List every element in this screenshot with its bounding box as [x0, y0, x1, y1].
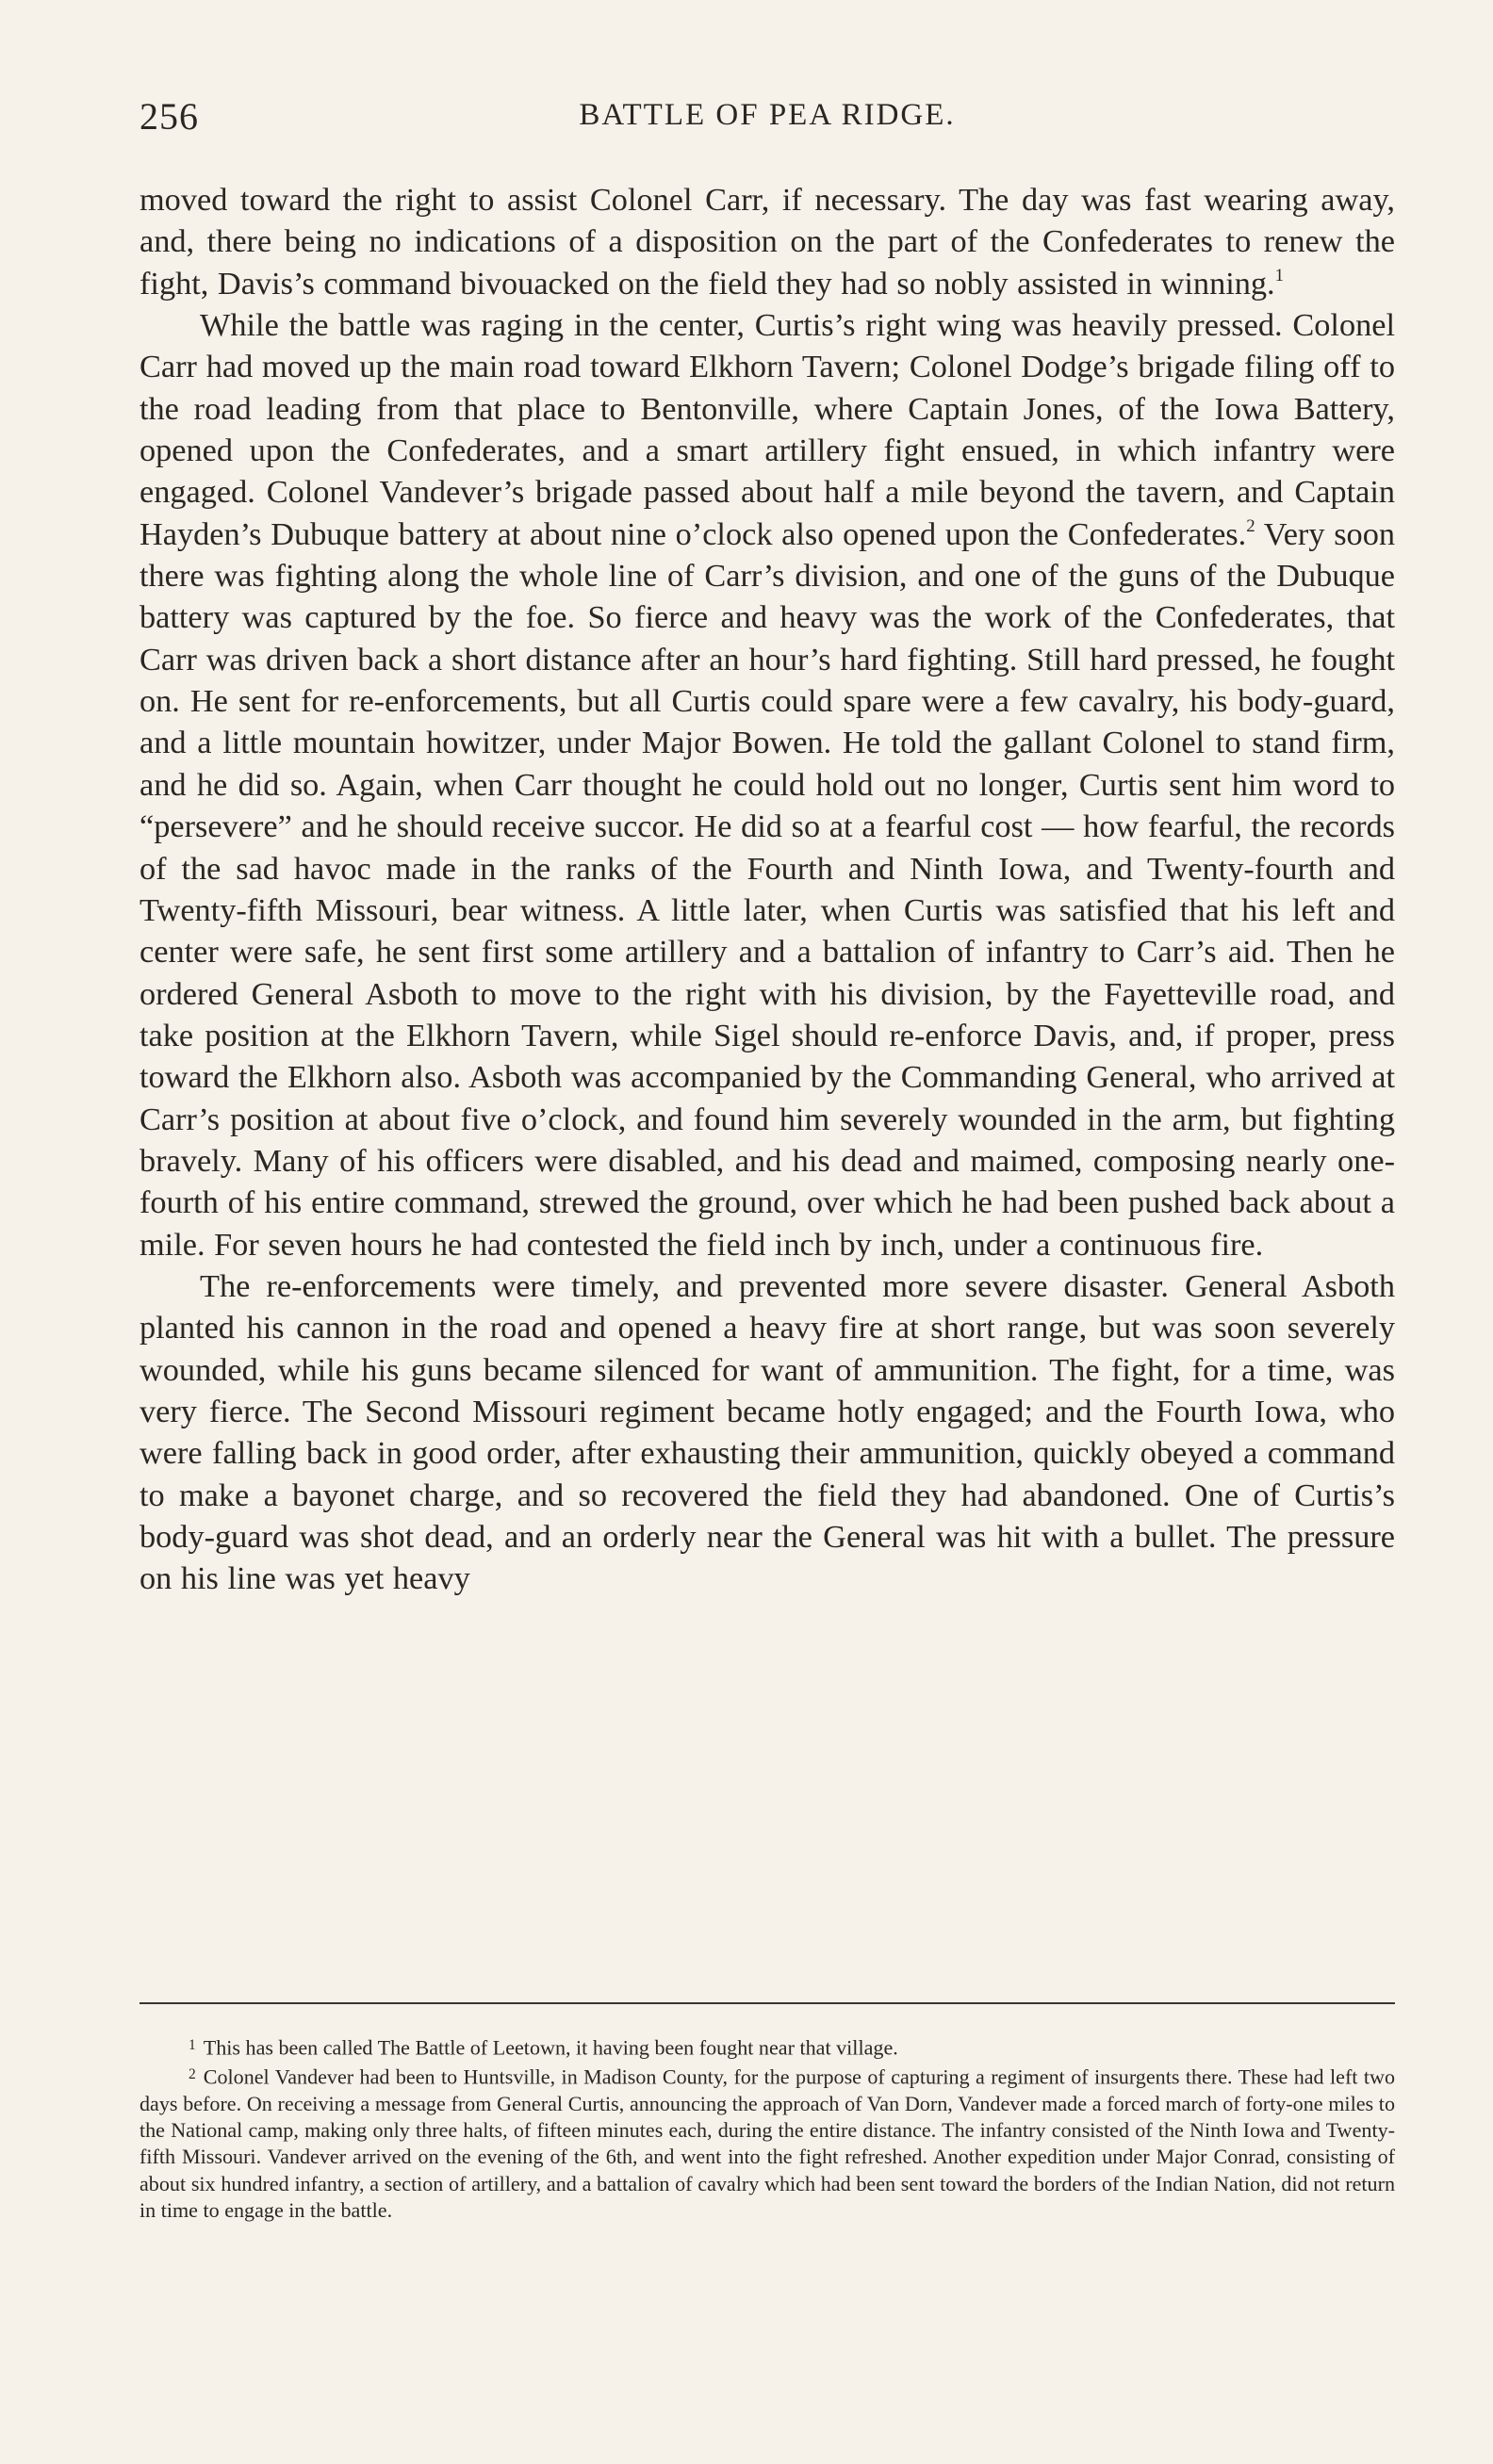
- footnote-text: Colonel Vandever had been to Huntsville, in Madison County, for the purpose of capturing a regiment of insurgents there. These had left two days before. On receiving a message from General Curtis, announcing the approach of Van Dorn, Vandever made a forced march of forty-one miles to the National camp, making only three halts, of fifteen minutes each, during the entire distance. The infantry consisted of the Ninth Iowa and Twenty-fifth Missouri. Vandever arrived on the evening of the 6th, and went into the fight refreshed. Another expedition under Major Conrad, consisting of about six hundred infantry, a section of artillery, and a battalion of cavalry which had been sent toward the borders of the Indian Nation, did not return in time to engage in the battle.: [139, 2064, 1395, 2223]
- footnote-1: [139, 2032, 1395, 2062]
- footnote-ref-2: 2: [1246, 515, 1255, 536]
- paragraph-text: The re-enforcements were timely, and prevented more severe disaster. General Asboth planted his cannon in the road and opened a heavy fire at short range, but was soon severely wounded, while his guns became silenced for want of ammunition. The fight, for a time, was very fierce. The Second Missouri regiment became hotly engaged; and the Fourth Iowa, who were falling back in good order, after exhausting their ammunition, quickly obeyed a command to make a bayonet charge, and so recovered the field they had abandoned. One of Curtis’s body-guard was shot dead, and an orderly near the General was hit with a bullet. The pressure on his line was yet heavy: [139, 1267, 1395, 1597]
- footnote-number: 1: [189, 2037, 196, 2053]
- running-head: BATTLE OF PEA RIDGE.: [579, 98, 956, 132]
- footnote-ref-1: 1: [1274, 265, 1285, 286]
- page-header: [139, 94, 1395, 151]
- page-number: 256: [139, 95, 199, 138]
- footnote-text: This has been called The Battle of Leetown, it having been fought near that village.: [203, 2035, 898, 2060]
- paragraph-2: [139, 304, 1395, 1265]
- footnote-2: [139, 2062, 1395, 2225]
- footnote-divider: [139, 2002, 1395, 2004]
- paragraph-text: Very soon there was fighting along the whole line of Carr’s division, and one of the guns of the Dubuque battery was captured by the foe. So fierce and heavy was the work of the Confederates, that Carr was driven back a short distance after an hour’s hard fighting. Still hard pressed, he fought on. He sent for re-enforcements, but all Curtis could spare were a few cavalry, his body-guard, and a little mountain howitzer, under Major Bowen. He told the gallant Colonel to stand firm, and he did so. Again, when Carr thought he could hold out no longer, Curtis sent him word to “persevere” and he should receive succor. He did so at a fearful cost — how fearful, the records of the sad havoc made in the ranks of the Fourth and Ninth Iowa, and Twenty-fourth and Twenty-fifth Missouri, bear witness. A little later, when Curtis was satisfied that his left and center were safe, he sent first some artillery and a battalion of infantry to Carr’s aid. Then he ordered General Asboth to move to the right with his division, by the Fayetteville road, and take position at the Elkhorn Tavern, while Sigel should re-enforce Davis, and, if proper, press toward the Elkhorn also. Asboth was accompanied by the Commanding General, who arrived at Carr’s position at about five o’clock, and found him severely wounded in the arm, but fighting bravely. Many of his officers were disabled, and his dead and maimed, composing nearly one-fourth of his entire command, strewed the ground, over which he had been pushed back about a mile. For seven hours he had contested the field inch by inch, under a continuous fire.: [139, 515, 1395, 1263]
- paragraph-1: [139, 179, 1395, 304]
- footnote-number: 2: [189, 2065, 196, 2082]
- paragraph-text: moved toward the right to assist Colonel Carr, if necessary. The day was fast wearing away, and, there being no indications of a disposition on the part of the Confederates to renew the fight, Davis’s command bivouacked on the field they had so nobly assisted in winning.: [139, 182, 1395, 302]
- paragraph-3: [139, 1265, 1395, 1600]
- footnotes: [139, 2032, 1395, 2225]
- body-text: [139, 179, 1395, 1600]
- paragraph-text: While the battle was raging in the center, Curtis’s right wing was heavily pressed. Colonel Carr had moved up the main road toward Elkhorn Tavern; Colonel Dodge’s brigade filing off to the road leading from that place to Bentonville, where Captain Jones, of the Iowa Battery, opened upon the Confederates, and a smart artillery fight ensued, in which infantry were engaged. Colonel Vandever’s brigade passed about half a mile beyond the tavern, and Captain Hayden’s Dubuque battery at about nine o’clock also opened upon the Confederates.: [139, 307, 1395, 552]
